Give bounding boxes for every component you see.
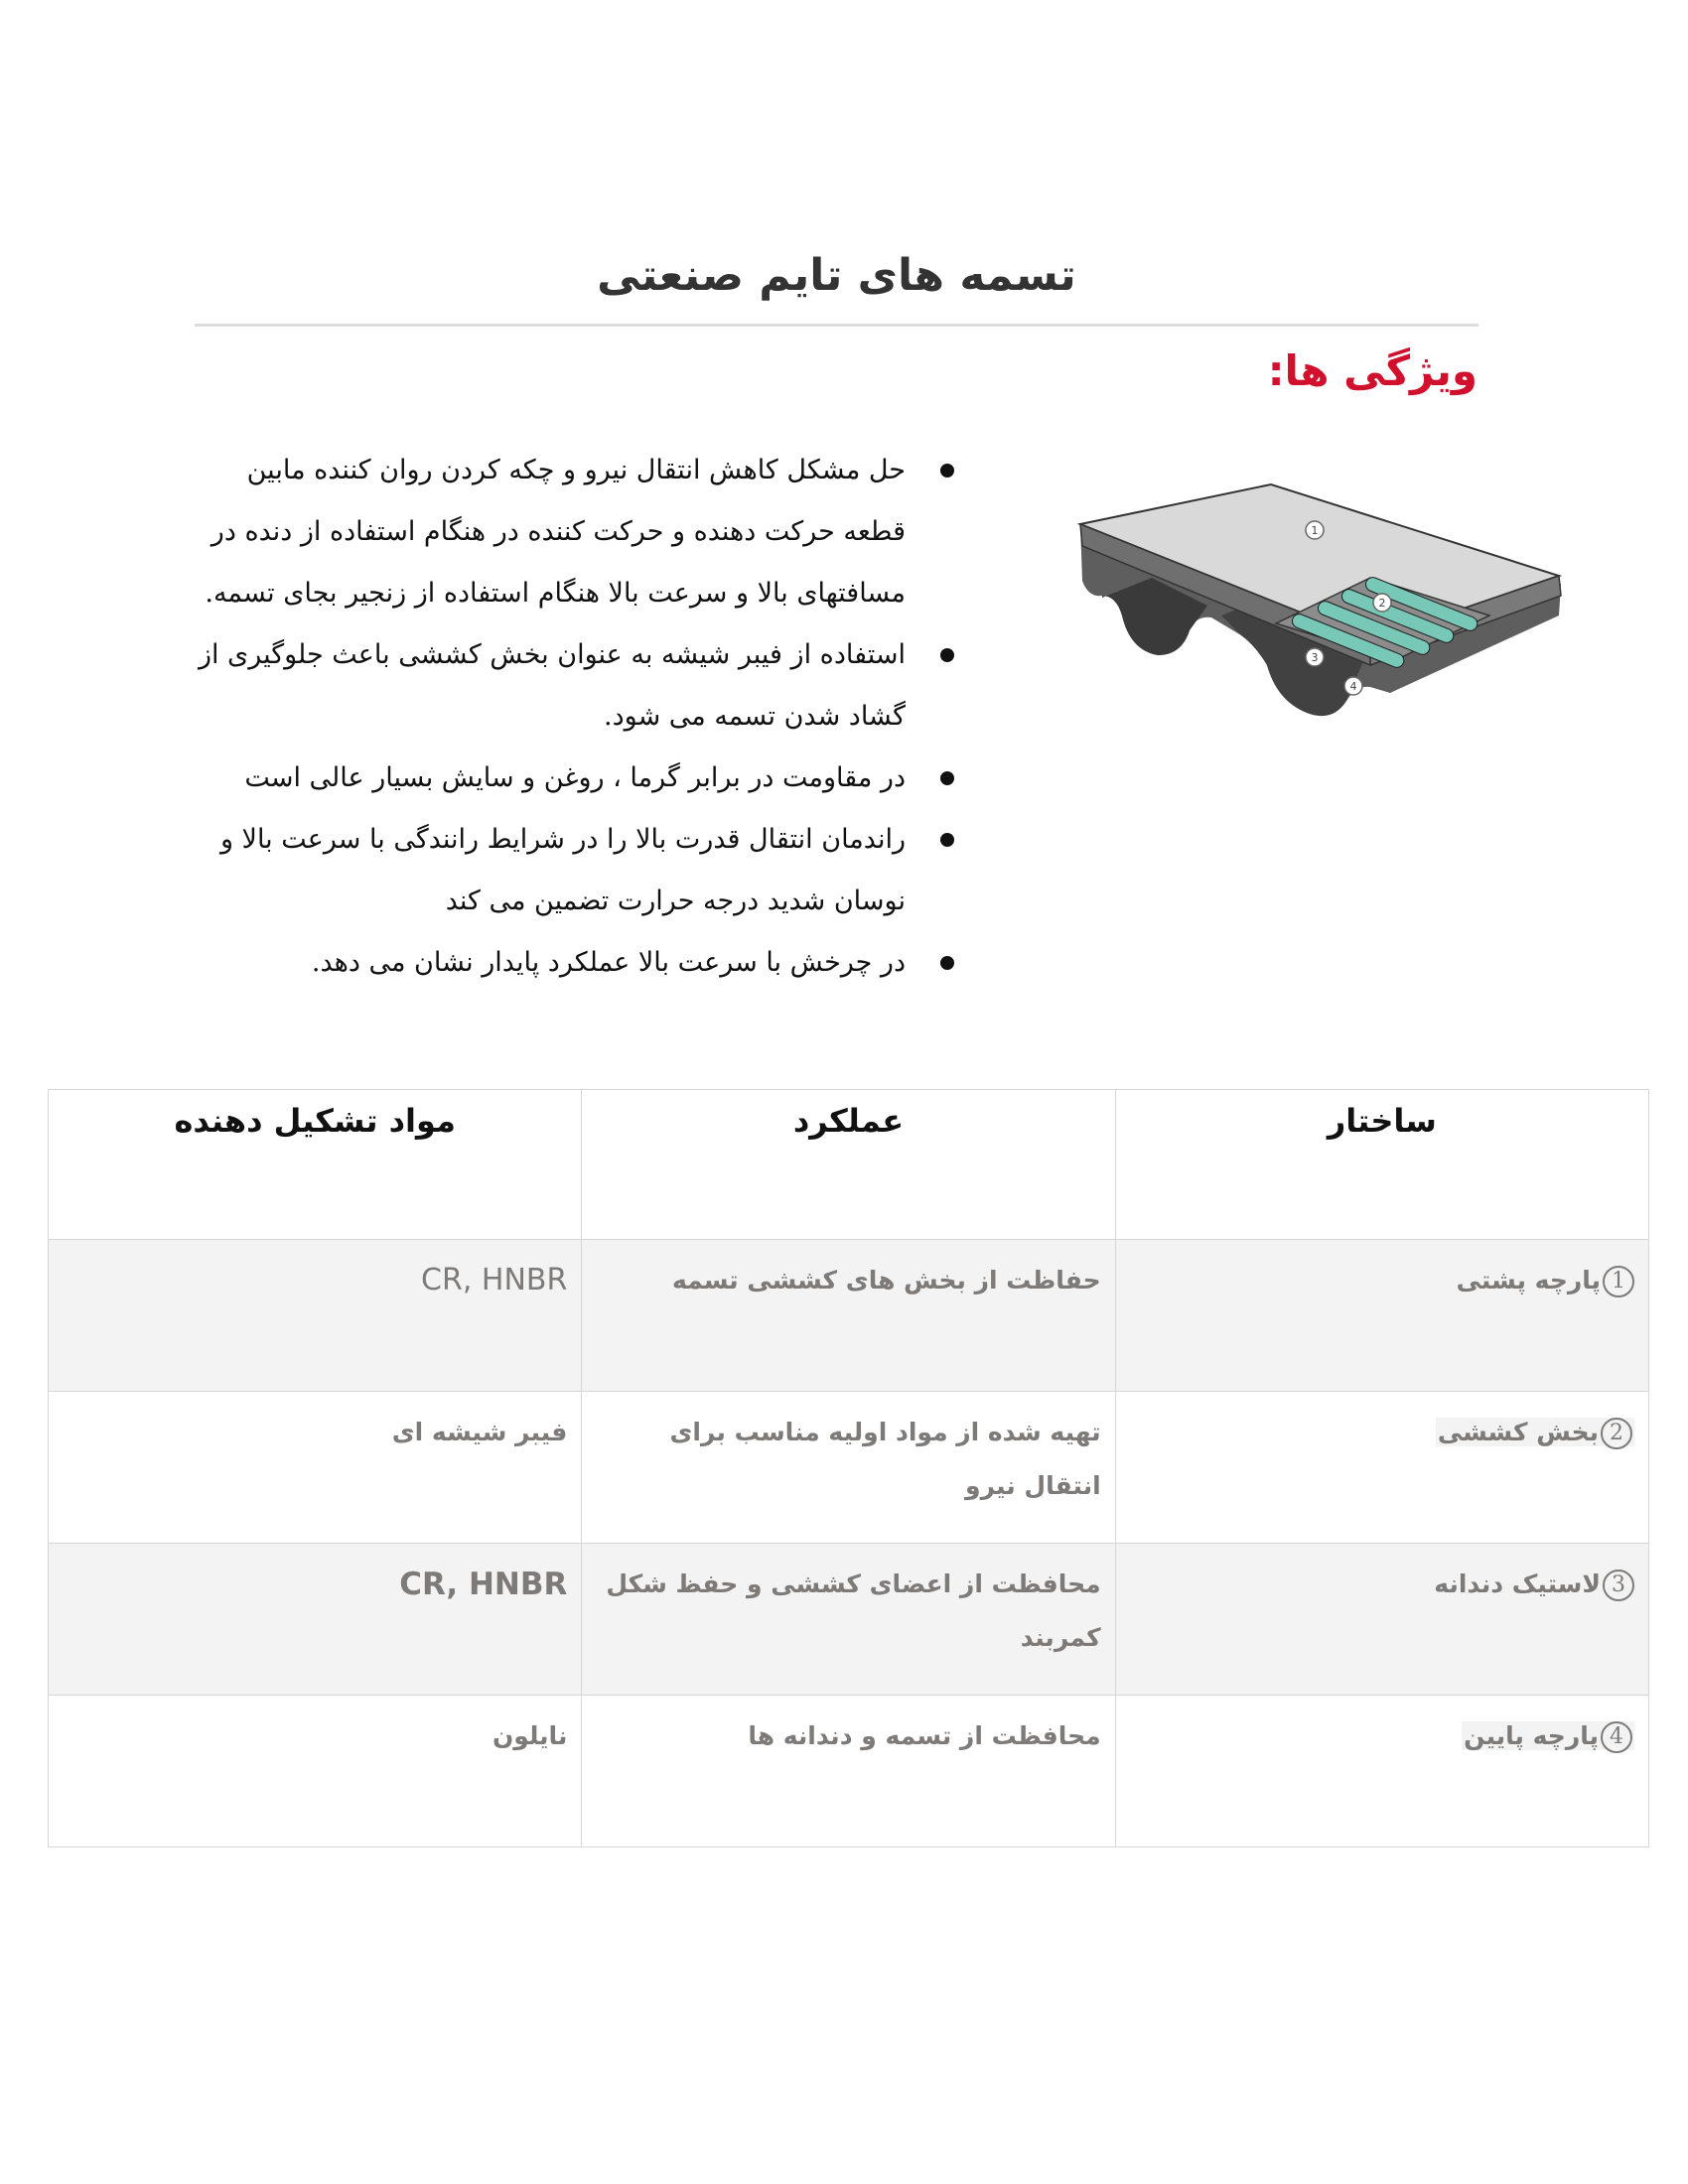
cell-function (582, 1240, 1115, 1392)
feature-text: در چرخش با سرعت بالا عملکرد پایدار نشان می دهد. (311, 947, 906, 978)
callout-1-label: 1 (1311, 524, 1319, 537)
feature-item (194, 440, 976, 624)
table-row (49, 1392, 1649, 1544)
features-heading: ویژگی ها: (1267, 346, 1477, 395)
feature-text: راندمان انتقال قدرت بالا را در شرایط رانندگی با سرعت بالا و نوسان شدید درجه حرارت تضمین می کند (219, 824, 906, 916)
title-divider (195, 324, 1478, 327)
feature-item (194, 748, 976, 809)
structure-table (48, 1089, 1649, 1847)
cell-structure (1115, 1544, 1648, 1696)
feature-item (194, 932, 976, 994)
callout-3-label: 3 (1311, 651, 1319, 664)
structure-text: بخش کششی (1437, 1418, 1599, 1446)
feature-text: در مقاومت در برابر گرما ، روغن و سایش بسیار عالی است (244, 762, 906, 793)
feature-text: حل مشکل کاهش انتقال نیرو و چکه کردن روان کننده مابین قطعه حرکت دهنده و حرکت کننده در هنگام استفاده از دنده در مسافتهای بالا و سرعت بالا هنگام استفاده از زنجیر بجای تسمه. (205, 455, 906, 609)
table-row (49, 1696, 1649, 1847)
cell-structure (1115, 1696, 1648, 1847)
function-text: محافظت از اعضای کششی و حفظ شکل کمربند (606, 1570, 1101, 1652)
features-list (194, 440, 976, 994)
cell-material (49, 1696, 582, 1847)
bullet-icon (940, 464, 954, 478)
number-circle-icon: 1 (1603, 1266, 1634, 1297)
structure-text: پارچه پایین (1464, 1721, 1599, 1750)
timing-belt-diagram (1072, 467, 1589, 735)
material-text: فیبر شیشه ای (391, 1418, 568, 1446)
material-text: CR, HNBR (421, 1263, 568, 1297)
bullet-icon (940, 771, 954, 785)
table-row (49, 1544, 1649, 1696)
cell-material (49, 1544, 582, 1696)
number-circle-icon: 2 (1601, 1418, 1632, 1449)
number-circle-icon: 4 (1601, 1721, 1632, 1753)
cell-structure (1115, 1240, 1648, 1392)
cell-function (582, 1544, 1115, 1696)
function-text: تهیه شده از مواد اولیه مناسب برای انتقال نیرو (669, 1418, 1101, 1500)
cell-function (582, 1696, 1115, 1847)
cell-function (582, 1392, 1115, 1544)
table-header-row (49, 1090, 1649, 1240)
cell-material (49, 1240, 582, 1392)
header-function: عملکرد (582, 1090, 1115, 1240)
feature-text: استفاده از فیبر شیشه به عنوان بخش کششی باعث جلوگیری از گشاد شدن تسمه می شود. (198, 639, 906, 732)
table-row (49, 1240, 1649, 1392)
material-text: نایلون (492, 1721, 568, 1750)
page-title: تسمه های تایم صنعتی (597, 250, 1076, 301)
material-text: CR, HNBR (399, 1567, 568, 1602)
structure-text: پارچه پشتی (1456, 1266, 1601, 1295)
function-text: حفاظت از بخش های کششی تسمه (671, 1266, 1101, 1295)
callout-2-label: 2 (1378, 597, 1386, 610)
header-material: مواد تشکیل دهنده (49, 1090, 582, 1240)
feature-item (194, 809, 976, 932)
function-text: محافظت از تسمه و دندانه ها (748, 1721, 1101, 1750)
header-structure: ساختار (1115, 1090, 1648, 1240)
feature-item (194, 624, 976, 748)
number-circle-icon: 3 (1603, 1570, 1634, 1601)
structure-text: لاستیک دندانه (1434, 1570, 1601, 1598)
cell-material (49, 1392, 582, 1544)
bullet-icon (940, 956, 954, 970)
cell-structure (1115, 1392, 1648, 1544)
callout-4-label: 4 (1349, 680, 1357, 693)
bullet-icon (940, 648, 954, 662)
bullet-icon (940, 833, 954, 847)
